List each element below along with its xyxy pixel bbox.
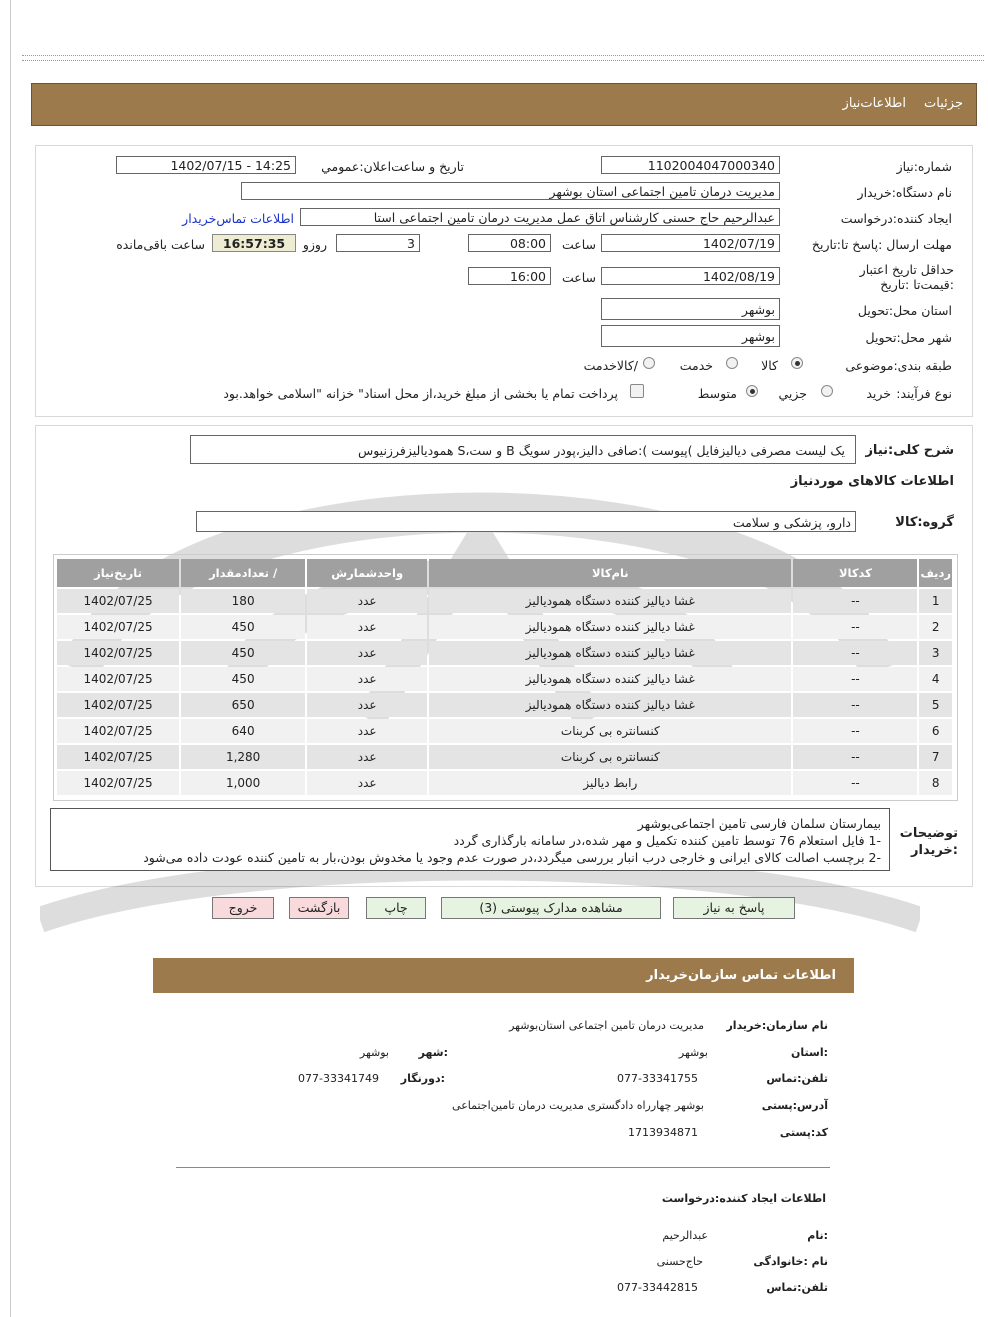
row-number-cell: 6: [919, 719, 952, 743]
table-row: [57, 589, 952, 613]
row-number-cell: 1: [919, 589, 952, 613]
item-quantity-cell: 450: [181, 615, 305, 639]
process-medium-label: متوسط: [697, 386, 737, 401]
deadline-time-field: 08:00: [468, 234, 551, 252]
process-buy: خرید: [866, 386, 891, 401]
item-code-cell: --: [793, 719, 917, 743]
col-row-header: ردیف: [919, 559, 952, 587]
goods-group-label: گروه:کالا: [895, 515, 954, 530]
contact-phone-label: تلفن:تماس: [766, 1072, 828, 1085]
notes-label-1: توضیحات: [899, 826, 958, 841]
header-need-info[interactable]: اطلاعات‌نیاز: [842, 96, 906, 111]
creator-field: عبدالرحیم حاج حسنی کارشناس اتاق عمل مدیریت درمان تامین اجتماعی استا: [300, 208, 780, 226]
item-name-cell: کنسانتره بی کربنات: [429, 745, 791, 769]
item-code-cell: --: [793, 693, 917, 717]
creator-phone: 077-33442815: [617, 1281, 698, 1294]
remaining-timer: 16:57:35: [212, 234, 296, 252]
need-date-cell: 1402/07/25: [57, 615, 179, 639]
category-service-radio[interactable]: [726, 357, 738, 369]
row-number-cell: 8: [919, 771, 952, 795]
col-code-header: کدکالا: [793, 559, 917, 587]
notes-line-1: بیمارستان سلمان فارسی تامین اجتماعی‌بوشهر: [637, 816, 881, 831]
need-date-cell: 1402/07/25: [57, 745, 179, 769]
item-unit-cell: عدد: [307, 745, 427, 769]
item-quantity-cell: 450: [181, 667, 305, 691]
validity-label: حداقل تاریخ اعتبار :قیمت‌تا :تاریخ: [859, 262, 954, 292]
row-number-cell: 4: [919, 667, 952, 691]
process-small-label: جزيي: [778, 386, 807, 401]
col-unit-header: واحدشمارش: [307, 559, 427, 587]
header-details[interactable]: جزئیات: [924, 96, 963, 111]
need-number-label: شماره:نیاز: [896, 159, 952, 174]
item-name-cell: غشا دیالیز کننده دستگاه همودیالیز: [429, 589, 791, 613]
exit-button[interactable]: خروج: [212, 897, 274, 919]
deadline-time-label: ساعت: [561, 237, 596, 252]
days-label: روزو: [302, 237, 327, 252]
item-unit-cell: عدد: [307, 771, 427, 795]
item-name-cell: رابط دیالیز: [429, 771, 791, 795]
item-quantity-cell: 640: [181, 719, 305, 743]
col-name-header: نام‌کالا: [429, 559, 791, 587]
announce-label: تاریخ و ساعت‌اعلان:عمومي: [321, 159, 464, 174]
category-goods-label: کالا: [761, 358, 778, 373]
row-number-cell: 2: [919, 615, 952, 639]
process-small-radio[interactable]: [821, 385, 833, 397]
item-unit-cell: عدد: [307, 719, 427, 743]
deadline-date-field: 1402/07/19: [601, 234, 780, 252]
goods-info-title: اطلاعات کالاهای مورد‌نیاز: [790, 474, 954, 489]
contact-city-label: :شهر: [418, 1046, 448, 1059]
creator-name: عبدالرحیم: [662, 1229, 708, 1242]
print-button[interactable]: چاپ: [366, 897, 426, 919]
validity-time-field: 16:00: [468, 267, 551, 285]
category-service-label: خدمت: [679, 358, 713, 373]
days-field: 3: [336, 234, 420, 252]
item-name-cell: غشا دیالیز کننده دستگاه همودیالیز: [429, 615, 791, 639]
need-date-cell: 1402/07/25: [57, 693, 179, 717]
left-border-line: [10, 0, 11, 1317]
validity-time-label: ساعت: [561, 270, 596, 285]
category-goods-service-label: /کالاخدمت: [583, 358, 638, 373]
buyer-contact-link[interactable]: اطلاعات تماس‌خریدار: [182, 211, 294, 226]
col-qty-header: / تعدادمقدار: [181, 559, 305, 587]
item-quantity-cell: 1,280: [181, 745, 305, 769]
item-quantity-cell: 180: [181, 589, 305, 613]
province-field: بوشهر: [601, 298, 780, 320]
item-code-cell: --: [793, 667, 917, 691]
category-goods-service-radio[interactable]: [643, 357, 655, 369]
contact-divider: [176, 1167, 830, 1168]
creator-label: ایجاد کننده:درخواست: [840, 211, 952, 226]
need-date-cell: 1402/07/25: [57, 641, 179, 665]
notes-line-3: -2 برچسب اصالت کالای ایرانی و خارجی درب انبار بررسی میگردد،در صورت عدم وجود یا مخدوش بودن،بار به تامین کننده عودت داده می‌شود: [143, 850, 881, 865]
top-dotted-separator: [22, 55, 984, 61]
item-name-cell: کنسانتره بی کربنات: [429, 719, 791, 743]
category-goods-radio[interactable]: [791, 357, 803, 369]
item-unit-cell: عدد: [307, 589, 427, 613]
item-code-cell: --: [793, 641, 917, 665]
buyer-notes-box: [50, 808, 890, 871]
announce-field: 1402/07/15 - 14:25: [116, 156, 296, 174]
goods-table: [55, 557, 954, 797]
contact-address: بوشهر چهارراه دادگستری مدیریت درمان تامین‌اجتماعی: [452, 1099, 704, 1112]
contact-fax: 077-33341749: [298, 1072, 379, 1085]
item-unit-cell: عدد: [307, 641, 427, 665]
item-name-cell: غشا دیالیز کننده دستگاه همودیالیز: [429, 667, 791, 691]
row-number-cell: 7: [919, 745, 952, 769]
contact-phone: 077-33341755: [617, 1072, 698, 1085]
need-date-cell: 1402/07/25: [57, 667, 179, 691]
table-row: [57, 719, 952, 743]
notes-line-2: -1 فایل استعلام 76 توسط تامین کننده تکمیل و مهر شده،در سامانه بارگذاری گردد: [453, 833, 881, 848]
table-row: [57, 693, 952, 717]
table-row: [57, 667, 952, 691]
item-unit-cell: عدد: [307, 693, 427, 717]
item-code-cell: --: [793, 589, 917, 613]
city-field: بوشهر: [601, 325, 780, 347]
item-quantity-cell: 1,000: [181, 771, 305, 795]
table-row: [57, 615, 952, 639]
need-date-cell: 1402/07/25: [57, 771, 179, 795]
process-label: نوع فرآیند:: [896, 386, 952, 401]
attachments-button[interactable]: مشاهده مدارک پیوستی (3): [441, 897, 661, 919]
buyer-org-label: نام دستگاه:خریدار: [857, 185, 952, 200]
col-date-header: تاریخ‌نیاز: [57, 559, 179, 587]
page-header-bar: [31, 83, 977, 126]
process-medium-radio[interactable]: [746, 385, 758, 397]
table-row: [57, 641, 952, 665]
contact-postal-label: کد:پستی: [779, 1126, 828, 1139]
contact-org: مدیریت درمان تامین اجتماعی استان‌بوشهر: [509, 1019, 704, 1032]
contact-province-label: :استان: [791, 1046, 828, 1059]
table-row: [57, 771, 952, 795]
need-date-cell: 1402/07/25: [57, 589, 179, 613]
contact-postal: 1713934871: [628, 1126, 698, 1139]
item-unit-cell: عدد: [307, 667, 427, 691]
contact-title: اطلاعات تماس سازمان‌خریدار: [646, 968, 836, 983]
province-label: استان محل:تحویل: [857, 303, 952, 318]
treasury-payment-checkbox[interactable]: [630, 384, 644, 398]
row-number-cell: 3: [919, 641, 952, 665]
deadline-label: مهلت ارسال :پاسخ تا:تاریخ: [811, 237, 952, 252]
item-code-cell: --: [793, 771, 917, 795]
item-quantity-cell: 450: [181, 641, 305, 665]
summary-label: شرح کلی:نیاز: [865, 443, 954, 458]
remaining-label: ساعت باقی‌مانده: [116, 237, 205, 252]
notes-label-2: :خریدار: [911, 843, 958, 858]
table-header-row: [57, 559, 952, 587]
buyer-org-field: مدیریت درمان تامین اجتماعی استان بوشهر: [241, 182, 780, 200]
category-label: طبقه بندی:موضوعی: [845, 358, 952, 373]
item-name-cell: غشا دیالیز کننده دستگاه همودیالیز: [429, 641, 791, 665]
validity-date-field: 1402/08/19: [601, 267, 780, 285]
creator-info-title: اطلاعات ایجاد کننده:درخواست: [661, 1192, 826, 1205]
contact-address-label: آدرس:پستی: [761, 1099, 828, 1112]
item-name-cell: غشا دیالیز کننده دستگاه همودیالیز: [429, 693, 791, 717]
item-code-cell: --: [793, 615, 917, 639]
item-unit-cell: عدد: [307, 615, 427, 639]
goods-group-field: دارو، پزشکی و سلامت: [196, 511, 856, 532]
city-label: شهر محل:تحویل: [865, 330, 952, 345]
creator-family: حاج‌حسنی: [656, 1255, 703, 1268]
item-quantity-cell: 650: [181, 693, 305, 717]
contact-province: بوشهر: [678, 1046, 708, 1059]
back-button[interactable]: بازگشت: [289, 897, 349, 919]
row-number-cell: 5: [919, 693, 952, 717]
item-code-cell: --: [793, 745, 917, 769]
reply-button[interactable]: پاسخ به نیاز: [673, 897, 795, 919]
treasury-payment-label: پرداخت تمام یا بخشی از مبلغ خرید،از محل اسناد" خزانه "اسلامی خواهد.بود: [223, 386, 618, 401]
need-number-field: 1102004047000340: [601, 156, 780, 174]
table-row: [57, 745, 952, 769]
creator-family-label: نام :خانوادگی: [753, 1255, 828, 1268]
contact-header-bar: [153, 958, 854, 993]
contact-city: بوشهر: [359, 1046, 389, 1059]
need-date-cell: 1402/07/25: [57, 719, 179, 743]
contact-org-label: نام سازمان:خریدار: [726, 1019, 828, 1032]
creator-name-label: :نام: [807, 1229, 828, 1242]
creator-phone-label: تلفن:تماس: [766, 1281, 828, 1294]
summary-field: یک لیست مصرفی دیالیزفایل )پیوست ):صافی دالیز،پودر سویگ B و ست،S همودیالیزفرزنیوس: [190, 435, 856, 464]
contact-fax-label: :دورنگار: [400, 1072, 445, 1085]
